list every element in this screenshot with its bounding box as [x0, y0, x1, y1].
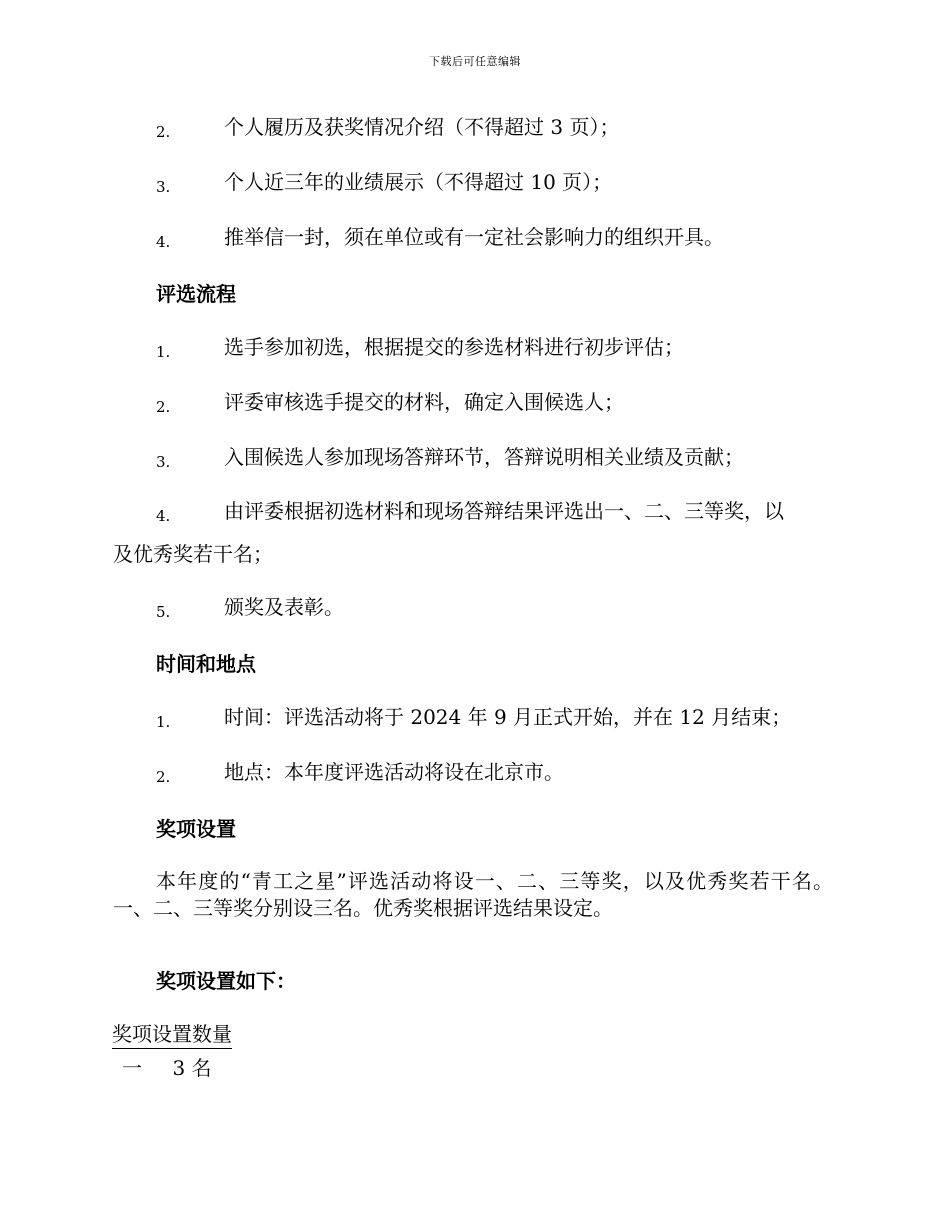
list-text: 评委审核选手提交的材料，确定入围候选人；	[224, 390, 624, 414]
section-heading-time-place: 时间和地点	[156, 652, 256, 676]
list-number: 3.	[156, 453, 171, 471]
list-number: 2.	[156, 768, 171, 786]
table-cell: 3 名	[172, 1056, 212, 1080]
table-header-quantity: 设置数量	[152, 1022, 232, 1046]
list-number: 4.	[156, 233, 171, 251]
table-cell: 一	[122, 1056, 142, 1080]
list-text: 推举信一封，须在单位或有一定社会影响力的组织开具。	[224, 225, 724, 249]
list-text: 地点：本年度评选活动将设在北京市。	[224, 760, 564, 784]
list-number: 1.	[156, 343, 171, 361]
table-header-award: 奖项	[112, 1022, 152, 1046]
list-number: 3.	[156, 178, 171, 196]
list-text-continuation: 及优秀奖若干名；	[113, 542, 273, 566]
list-text: 入围候选人参加现场答辩环节，答辩说明相关业绩及贡献；	[224, 445, 744, 469]
list-text: 时间：评选活动将于 2024 年 9 月正式开始，并在 12 月结束；	[224, 705, 792, 729]
list-number: 5.	[156, 603, 171, 621]
table-row	[112, 1049, 232, 1083]
page-header: 下载后可任意编辑	[429, 55, 521, 68]
list-number: 1.	[156, 713, 171, 731]
awards-paragraph: 本年度的“青工之星”评选活动将设一、二、三等奖，以及优秀奖若干名。一、二、三等奖分别设三名。优秀奖根据评选结果设定。	[113, 869, 833, 920]
list-number: 2.	[156, 398, 171, 416]
table-header-row	[112, 1021, 232, 1049]
list-text: 颁奖及表彰。	[224, 595, 344, 619]
list-text: 选手参加初选，根据提交的参选材料进行初步评估；	[224, 335, 684, 359]
list-text: 由评委根据初选材料和现场答辩结果评选出一、二、三等奖，以	[224, 499, 784, 523]
list-number: 4.	[156, 507, 171, 525]
list-text: 个人近三年的业绩展示（不得超过 10 页）；	[224, 170, 613, 194]
list-text: 个人履历及获奖情况介绍（不得超过 3 页）；	[224, 115, 620, 139]
awards-list-title: 奖项设置如下：	[156, 969, 296, 993]
section-heading-process: 评选流程	[156, 282, 236, 306]
awards-table	[112, 1021, 232, 1082]
section-heading-awards: 奖项设置	[156, 817, 236, 841]
list-number: 2.	[156, 123, 171, 141]
